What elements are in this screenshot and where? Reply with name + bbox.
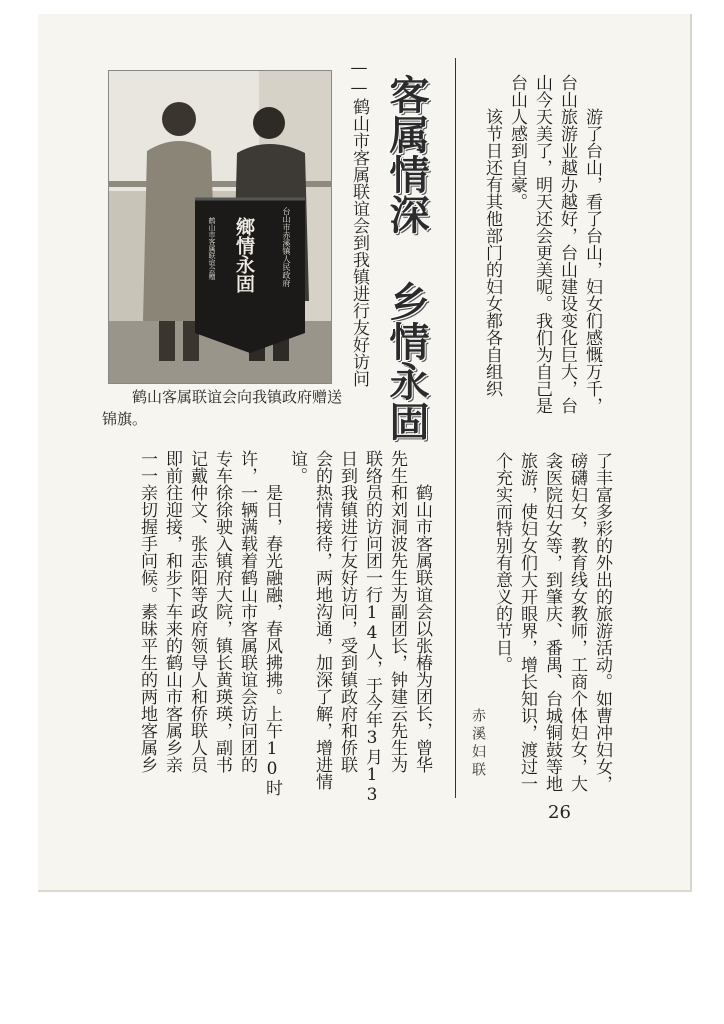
text-column: 即前往迎接，和步下车来的鹤山市客属乡亲 — [162, 450, 182, 773]
text-column: 许，一辆满载着鹤山市客属联谊会访问团的 — [237, 450, 257, 773]
banner-left-text: 鹤山市客属联谊会赠 — [208, 217, 216, 280]
text-column: 联络员的访问团一行14人，于今年3月13 — [362, 450, 382, 805]
text-column: 了丰富多彩的外出的旅游活动。如曹冲妇女， — [592, 452, 612, 792]
text-column: 台山人感到自豪。 — [507, 74, 527, 210]
text-column: 山今天美了，明天还会更美呢。我们为自己是 — [532, 74, 552, 414]
text-column: 一一亲切握手问候。素昧平生的两地客属乡 — [137, 450, 157, 773]
banner-main-text: 鄉情永固 — [233, 217, 255, 293]
text-column: 游了台山，看了台山，妇女们感慨万千， — [582, 108, 602, 414]
text-column: 衾医院妇女等，到肇庆、番禺、台城铜鼓等地 — [542, 452, 562, 792]
photo-illustration — [109, 71, 331, 383]
signature: 赤溪妇联 — [470, 708, 486, 780]
text-column: 专车徐徐驶入镇府大院，镇长黄瑛瑛，副书 — [212, 450, 232, 773]
photo-caption: 鹤山客属联谊会向我镇政府赠送锦旗。 — [102, 388, 343, 428]
text-column: 鹤山市客属联谊会以张椿为团长，曾华 — [412, 484, 432, 773]
column-divider — [455, 58, 456, 798]
text-column: 记戴仲文、张志阳等政府领导人和侨联人员 — [187, 450, 207, 773]
text-column: 旅游，使妇女们大开眼界，增长知识，渡过一 — [517, 452, 537, 792]
text-column: 台山旅游业越办越好，台山建设变化巨大，台 — [557, 74, 577, 414]
text-column: 谊。 — [287, 450, 307, 484]
article-title: 客属情深 乡情永固 — [383, 74, 430, 441]
text-column: 日到我镇进行友好访问，受到镇政府和侨联 — [337, 450, 357, 773]
text-column: 磅礴妇女，教育线女教师，工商个体妇女，大 — [567, 452, 587, 792]
text-column: 个充实而特别有意义的节日。 — [492, 452, 512, 673]
text-column: 是日，春光融融，春风拂拂。上午10时 — [262, 484, 282, 796]
article-subtitle: ——鹤山市客属联谊会到我镇进行友好访问 — [349, 58, 369, 387]
banner-right-text: 台山市赤溪镇人民政府 — [282, 207, 291, 287]
text-column: 先生和刘洞波先生为副团长，钟建云先生为 — [387, 450, 407, 773]
page-number: 26 — [548, 802, 571, 823]
text-column: 该节日还有其他部门的妇女都各自组织 — [482, 108, 502, 397]
news-photo — [108, 70, 332, 384]
text-column: 会的热情接待，两地沟通，加深了解，增进情 — [312, 450, 332, 790]
